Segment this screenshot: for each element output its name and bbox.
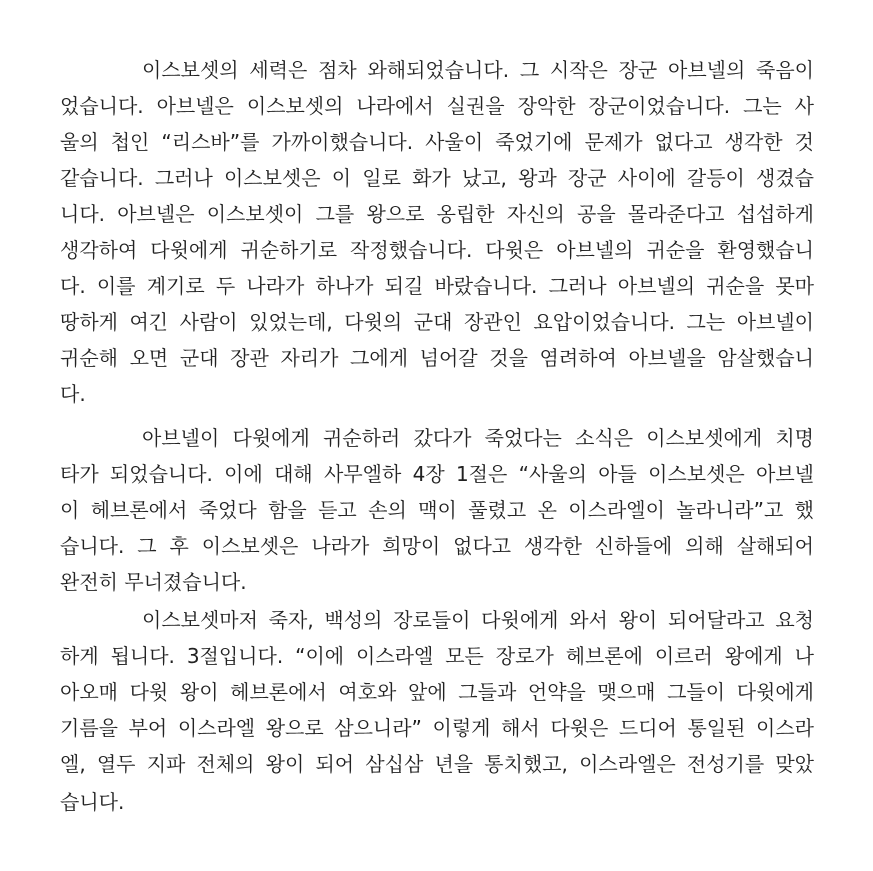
- paragraph-line: 기름을 부어 이스라엘 왕으로 삼으니라” 이렇게 해서 다윗은 드디어 통일된 이스라: [60, 716, 814, 740]
- paragraph-line: 습니다. 그 후 이스보셋은 나라가 희망이 없다고 생각한 신하들에 의해 살해되어: [60, 534, 814, 558]
- paragraph-line: 이 헤브론에서 죽었다 함을 듣고 손의 맥이 풀렸고 온 이스라엘이 놀라니라”고 했: [60, 498, 814, 522]
- paragraph-line: 이스보셋마저 죽자, 백성의 장로들이 다윗에게 와서 왕이 되어달라고 요청: [142, 608, 814, 632]
- paragraph-line: 아브넬이 다윗에게 귀순하러 갔다가 죽었다는 소식은 이스보셋에게 치명: [142, 426, 814, 450]
- paragraph-line: 습니다.: [60, 790, 125, 814]
- paragraph-line: 귀순해 오면 군대 장관 자리가 그에게 넘어갈 것을 염려하여 아브넬을 암살했습니: [60, 346, 814, 370]
- paragraph-line: 니다. 아브넬은 이스보셋이 그를 왕으로 옹립한 자신의 공을 몰라준다고 섭섭하게: [60, 202, 814, 226]
- paragraph-line: 었습니다. 아브넬은 이스보셋의 나라에서 실권을 장악한 장군이었습니다. 그는 사: [60, 94, 814, 118]
- paragraph-line: 울의 첩인 “리스바”를 가까이했습니다. 사울이 죽었기에 문제가 없다고 생각한 것: [60, 130, 814, 154]
- paragraph-line: 이스보셋의 세력은 점차 와해되었습니다. 그 시작은 장군 아브넬의 죽음이: [142, 58, 814, 82]
- paragraph-line: 땅하게 여긴 사람이 있었는데, 다윗의 군대 장관인 요압이었습니다. 그는 아브넬이: [60, 310, 814, 334]
- paragraph-line: 하게 됩니다. 3절입니다. “이에 이스라엘 모든 장로가 헤브론에 이르러 왕에게 나: [60, 644, 814, 668]
- paragraph-line: 아오매 다윗 왕이 헤브론에서 여호와 앞에 그들과 언약을 맺으매 그들이 다윗에게: [60, 680, 814, 704]
- paragraph-line: 같습니다. 그러나 이스보셋은 이 일로 화가 났고, 왕과 장군 사이에 갈등이 생겼습: [60, 166, 814, 190]
- paragraph-line: 다. 이를 계기로 두 나라가 하나가 되길 바랐습니다. 그러나 아브넬의 귀순을 못마: [60, 274, 814, 298]
- paragraph-line: 엘, 열두 지파 전체의 왕이 되어 삼십삼 년을 통치했고, 이스라엘은 전성기를 맞았: [60, 752, 814, 776]
- paragraph-line: 다.: [60, 382, 86, 406]
- paragraph-line: 생각하여 다윗에게 귀순하기로 작정했습니다. 다윗은 아브넬의 귀순을 환영했습니: [60, 238, 814, 262]
- paragraph-line: 완전히 무너졌습니다.: [60, 570, 247, 594]
- paragraph-line: 타가 되었습니다. 이에 대해 사무엘하 4장 1절은 “사울의 아들 이스보셋은 아브넬: [60, 462, 814, 486]
